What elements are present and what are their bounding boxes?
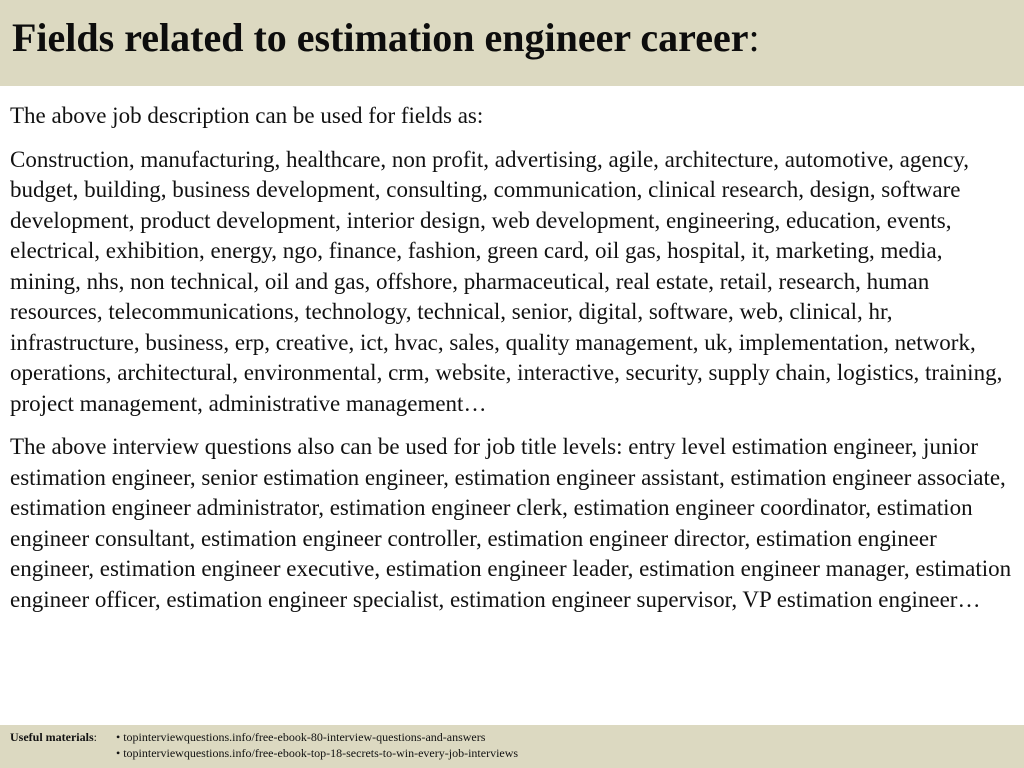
job-levels-paragraph: The above interview questions also can be used for job title levels: entry level estimation engineer, junior estimation engineer, senior estimation engineer, estimation engineer assistant, estimation engineer associate, estimation engineer administrator, estimation engineer clerk, estimation engineer coordinator, estimation engineer consultant, estimation engineer controller, estimation engineer director, estimation engineer engineer, estimation engineer executive, estimation engineer leader, estimation engineer manager, estimation engineer officer, estimation engineer specialist, estimation engineer supervisor, VP estimation engineer… — [10, 434, 1012, 612]
footer-bar — [0, 725, 1024, 768]
fields-paragraph: Construction, manufacturing, healthcare, non profit, advertising, agile, architecture, automotive, agency, budget, building, business development, consulting, communication, clinical research, design, software development, product development, interior design, web development, engineering, education, events, electrical, exhibition, energy, ngo, finance, fashion, green card, oil gas, hospital, it, marketing, media, mining, nhs, non technical, oil and gas, offshore, pharmaceutical, real estate, retail, research, human resources, telecommunications, technology, technical, senior, digital, software, web, clinical, hr, infrastructure, business, erp, creative, ict, hvac, sales, quality management, uk, implementation, network, operations, architectural, environmental, crm, website, interactive, security, supply chain, logistics, training, project management, administrative management… — [10, 146, 1003, 416]
title-bar — [0, 0, 1024, 86]
footer-link-ebook-80-questions[interactable]: • topinterviewquestions.info/free-ebook-80-interview-questions-and-answers — [116, 730, 486, 744]
intro-paragraph: The above job description can be used for fields as: — [10, 103, 484, 128]
slide-title-text: Fields related to estimation engineer career — [12, 15, 749, 60]
footer-label-colon: : — [93, 730, 97, 744]
footer-label-spacer — [10, 745, 116, 761]
footer-row-1 — [10, 729, 1024, 745]
footer-label-text: Useful materials — [10, 730, 94, 744]
footer-link-ebook-18-secrets[interactable]: • topinterviewquestions.info/free-ebook-top-18-secrets-to-win-every-job-interviews — [116, 746, 519, 760]
slide-title — [12, 12, 1024, 64]
slide-title-colon: : — [748, 15, 760, 60]
footer-row-2 — [10, 745, 1024, 761]
slide-body — [10, 101, 1014, 628]
footer-label — [10, 729, 116, 745]
